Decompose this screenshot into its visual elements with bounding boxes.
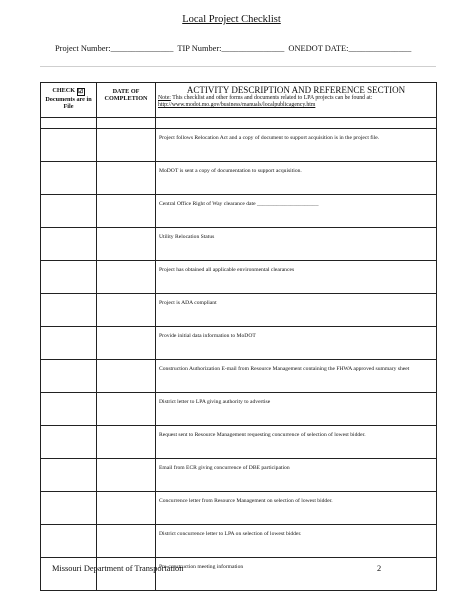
completion-date-cell[interactable]: [97, 228, 156, 261]
activity-description-cell: Project follows Relocation Act and a copy of document to support acquisition is in the project file.: [156, 129, 437, 162]
table-row: [41, 360, 437, 393]
table-row: [41, 162, 437, 195]
completion-date-cell[interactable]: [97, 129, 156, 162]
table-row: [41, 129, 437, 162]
completion-date-cell[interactable]: [97, 558, 156, 591]
table-row: [41, 393, 437, 426]
table-row: [41, 558, 437, 591]
check-cell[interactable]: [41, 162, 97, 195]
completion-date-cell[interactable]: [97, 360, 156, 393]
completion-date-cell[interactable]: [97, 426, 156, 459]
activity-description-cell: Concurrence letter from Resource Management on selection of lowest bidder.: [156, 492, 437, 525]
project-fields: [55, 44, 435, 53]
activity-column-header: [156, 83, 437, 118]
check-cell[interactable]: [41, 327, 97, 360]
tip-number-field: TIP Number:_______________: [177, 44, 285, 53]
table-row: [41, 228, 437, 261]
note-text: This checklist and other forms and documents related to LPA projects can be found at:: [172, 95, 373, 101]
check-column-header: [41, 83, 97, 118]
activity-description-cell: District letter to LPA giving authority to advertise: [156, 393, 437, 426]
date-column-header: [97, 83, 156, 118]
completion-date-cell[interactable]: [97, 393, 156, 426]
checklist-table: [40, 82, 437, 591]
activity-description-cell: Project has obtained all applicable environmental clearances: [156, 261, 437, 294]
table-row: [41, 492, 437, 525]
date-header-label: DATE OF COMPLETION: [104, 88, 148, 102]
completion-date-cell[interactable]: [97, 525, 156, 558]
footer-organization: Missouri Department of Transportation: [52, 564, 184, 573]
header-divider: [40, 66, 436, 67]
project-number-field: Project Number:_______________: [55, 44, 174, 53]
table-row: [41, 525, 437, 558]
reference-link[interactable]: http://www.modot.mo.gov/business/manuals/localpublicagency.htm: [158, 102, 316, 108]
page-number: 2: [377, 564, 382, 573]
activity-description-cell: Pre-construction meeting information: [156, 558, 437, 591]
activity-description-cell: Provide initial data information to MoDOT: [156, 327, 437, 360]
activity-description-cell: MoDOT is sent a copy of documentation to support acquisition.: [156, 162, 437, 195]
activity-description-cell: Construction Authorization E-mail from Resource Management containing the FHWA approved summary sheet: [156, 360, 437, 393]
completion-date-cell[interactable]: [97, 195, 156, 228]
table-row: [41, 261, 437, 294]
check-cell[interactable]: [41, 525, 97, 558]
table-row: [41, 426, 437, 459]
activity-description-cell: Email from ECR giving concurrence of DBE participation: [156, 459, 437, 492]
note-label: Note:: [158, 95, 171, 101]
checklist-items: [41, 129, 437, 591]
activity-description-cell: Central Office Right of Way clearance date ______________________: [156, 195, 437, 228]
activity-description-cell: Project is ADA compliant: [156, 294, 437, 327]
table-row: [41, 327, 437, 360]
completion-date-cell[interactable]: [97, 162, 156, 195]
activity-description-cell: District concurrence letter to LPA on selection of lowest bidder.: [156, 525, 437, 558]
check-cell[interactable]: [41, 393, 97, 426]
completion-date-cell[interactable]: [97, 492, 156, 525]
check-cell[interactable]: [41, 426, 97, 459]
activity-header-title: ACTIVITY DESCRIPTION AND REFERENCE SECTION: [186, 85, 406, 95]
completion-date-cell[interactable]: [97, 327, 156, 360]
check-cell[interactable]: [41, 459, 97, 492]
onedot-date-field: ONEDOT DATE:_______________: [288, 44, 412, 53]
check-cell[interactable]: [41, 360, 97, 393]
check-cell[interactable]: [41, 294, 97, 327]
activity-description-cell: Request sent to Resource Management requesting concurrence of selection of lowest bidder.: [156, 426, 437, 459]
check-cell[interactable]: [41, 261, 97, 294]
reference-note: [158, 95, 434, 109]
check-header-label: CHECK: [52, 87, 76, 94]
check-cell[interactable]: [41, 558, 97, 591]
check-cell[interactable]: [41, 228, 97, 261]
completion-date-cell[interactable]: [97, 294, 156, 327]
table-spacer-row: [41, 118, 437, 129]
completion-date-cell[interactable]: [97, 459, 156, 492]
check-cell[interactable]: [41, 195, 97, 228]
table-row: [41, 195, 437, 228]
table-row: [41, 294, 437, 327]
table-row: [41, 459, 437, 492]
check-cell[interactable]: [41, 129, 97, 162]
activity-description-cell: Utility Relocation Status: [156, 228, 437, 261]
page-title: Local Project Checklist: [182, 14, 281, 25]
checkbox-icon: ☑: [77, 89, 84, 95]
completion-date-cell[interactable]: [97, 261, 156, 294]
check-header-sub: Documents are in File: [45, 96, 92, 110]
table-header-row: [41, 83, 437, 118]
check-cell[interactable]: [41, 492, 97, 525]
